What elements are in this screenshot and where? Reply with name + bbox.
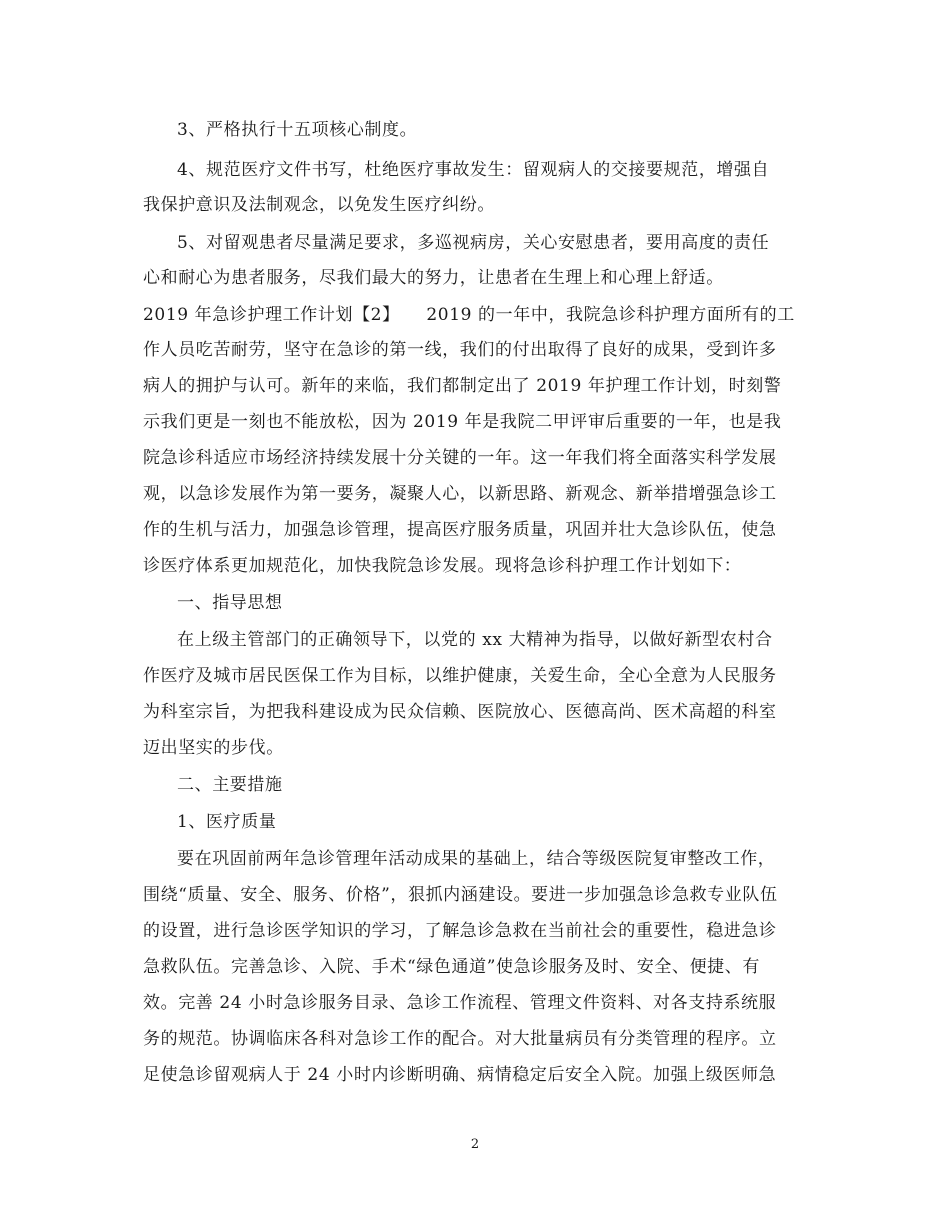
- section-heading: 一、指导思想: [177, 593, 283, 613]
- page-number: 2: [470, 1137, 480, 1152]
- text-line: 效。完善 24 小时急诊服务目录、急诊工作流程、管理文件资料、对各支持系统服: [143, 993, 777, 1013]
- text-line: 示我们更是一刻也不能放松，因为 2019 年是我院二甲评审后重要的一年，也是我: [143, 412, 782, 432]
- text-line: 作人员吃苦耐劳，坚守在急诊的第一线，我们的付出取得了良好的成果，受到许多: [143, 340, 777, 360]
- text-line: 为科室宗旨，为把我科建设成为民众信赖、医院放心、医德高尚、医术高超的科室: [143, 702, 777, 722]
- text-line: 作的生机与活力，加强急诊管理，提高医疗服务质量，巩固并壮大急诊队伍，使急: [143, 520, 777, 540]
- subsection-heading: 1、医疗质量: [177, 812, 277, 832]
- text-line: 心和耐心为患者服务，尽我们最大的努力，让患者在生理上和心理上舒适。: [143, 268, 724, 288]
- text-line: 院急诊科适应市场经济持续发展十分关键的一年。这一年我们将全面落实科学发展: [143, 448, 777, 468]
- text-line: 3、严格执行十五项核心制度。: [177, 120, 418, 140]
- text-line: 的设置，进行急诊医学知识的学习，了解急诊急救在当前社会的重要性，稳进急诊: [143, 921, 777, 941]
- text-line: 4、规范医疗文件书写，杜绝医疗事故发生：留观病人的交接要规范，增强自: [177, 160, 770, 180]
- text-line: 我保护意识及法制观念，以免发生医疗纠纷。: [143, 195, 495, 215]
- text-line: 围绕“质量、安全、服务、价格”，狠抓内涵建设。要进一步加强急诊急救专业队伍: [143, 885, 778, 905]
- section-heading: 二、主要措施: [177, 775, 283, 795]
- text-line: 急救队伍。完善急诊、入院、手术“绿色通道”使急诊服务及时、安全、便捷、有: [143, 957, 760, 977]
- text-line: 2019 年急诊护理工作计划【2】 2019 的一年中，我院急诊科护理方面所有的工: [143, 305, 795, 325]
- text-line: 在上级主管部门的正确领导下，以党的 xx 大精神为指导，以做好新型农村合: [177, 630, 773, 650]
- text-line: 观，以急诊发展作为第一要务，凝聚人心，以新思路、新观念、新举措增强急诊工: [143, 484, 777, 504]
- text-line: 5、对留观患者尽量满足要求，多巡视病房，关心安慰患者，要用高度的责任: [177, 233, 770, 253]
- text-line: 病人的拥护与认可。新年的来临，我们都制定出了 2019 年护理工作计划，时刻警: [143, 376, 782, 396]
- text-line: 作医疗及城市居民医保工作为目标，以维护健康，关爱生命，全心全意为人民服务: [143, 666, 777, 686]
- text-line: 诊医疗体系更加规范化，加快我院急诊发展。现将急诊科护理工作计划如下：: [143, 556, 742, 576]
- text-line: 足使急诊留观病人于 24 小时内诊断明确、病情稳定后安全入院。加强上级医师急: [143, 1065, 777, 1085]
- text-line: 迈出坚实的步伐。: [143, 738, 284, 758]
- text-line: 务的规范。协调临床各科对急诊工作的配合。对大批量病员有分类管理的程序。立: [143, 1029, 777, 1049]
- text-line: 要在巩固前两年急诊管理年活动成果的基础上，结合等级医院复审整改工作，: [177, 849, 776, 869]
